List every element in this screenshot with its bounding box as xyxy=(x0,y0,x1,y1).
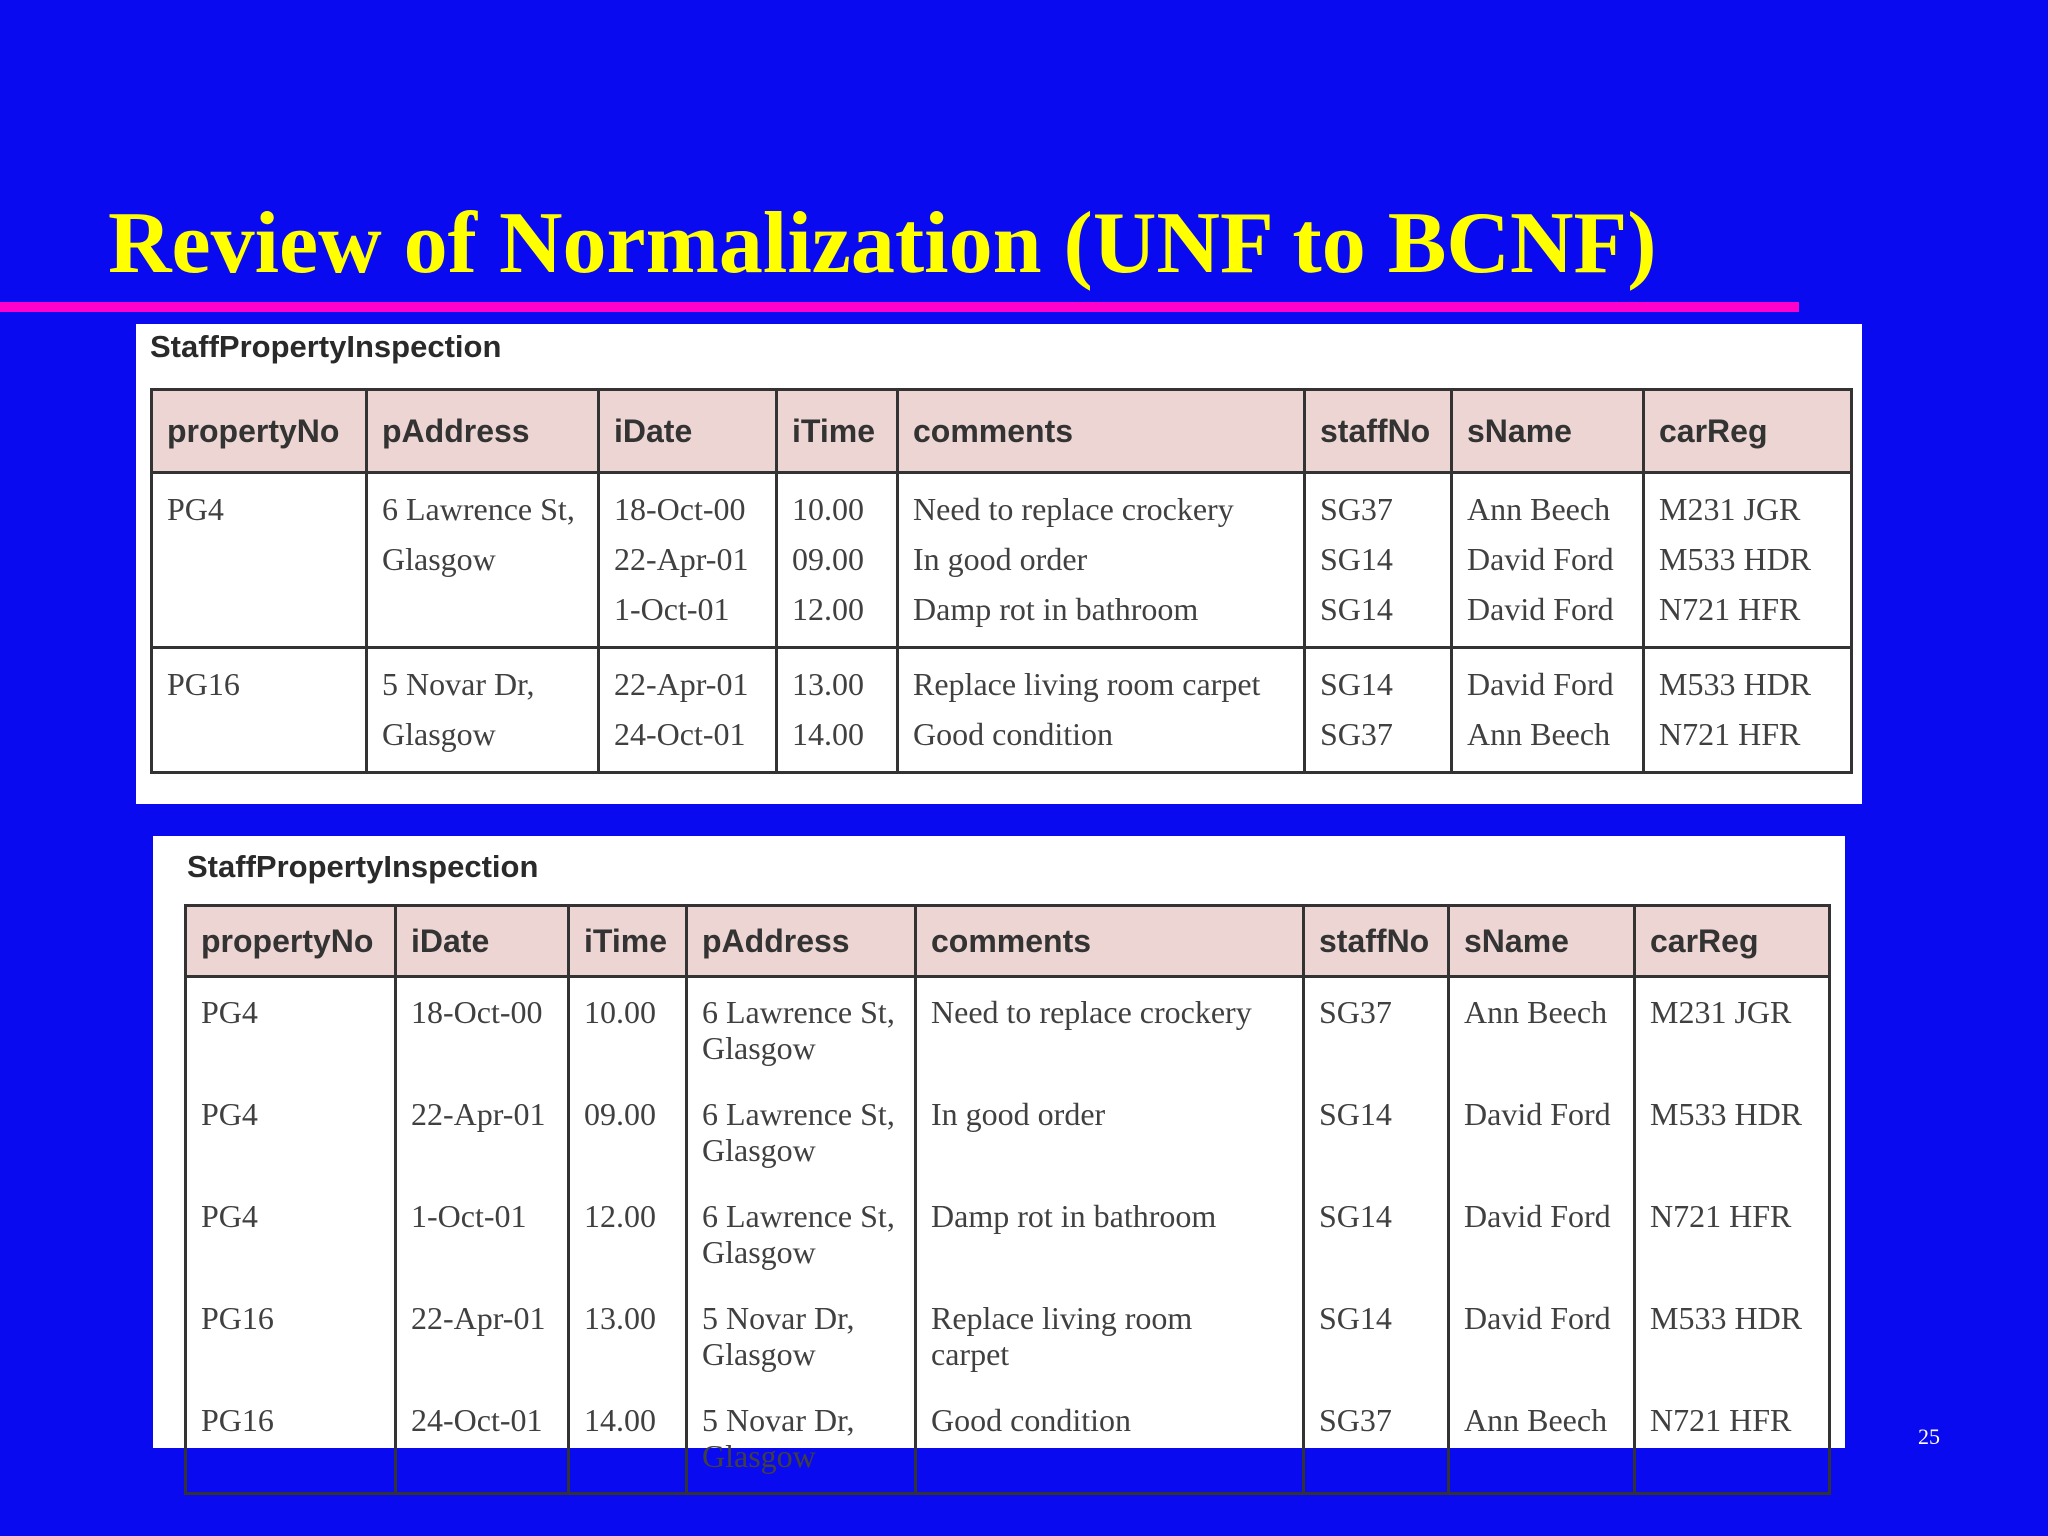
table-row xyxy=(186,1284,1830,1386)
cell-line: 12.00 xyxy=(584,1198,656,1234)
cell-comments xyxy=(916,1284,1304,1386)
cell-line: Glasgow xyxy=(702,1336,816,1372)
cell-carReg xyxy=(1644,648,1852,773)
column-header: iDate xyxy=(599,390,777,473)
cell-pAddress xyxy=(687,977,916,1081)
cell-line: 22-Apr-01 xyxy=(614,666,749,702)
cell-line: Glasgow xyxy=(382,716,496,752)
cell-line: M231 JGR xyxy=(1659,491,1801,527)
cell-line: SG14 xyxy=(1319,1198,1392,1234)
cell-line: 12.00 xyxy=(792,591,864,627)
cell-line: M533 HDR xyxy=(1659,541,1812,577)
cell-line: SG14 xyxy=(1320,666,1393,702)
cell-propertyNo xyxy=(186,1182,396,1284)
column-header: propertyNo xyxy=(186,906,396,977)
cell-line: SG14 xyxy=(1319,1300,1392,1336)
cell-comments xyxy=(916,1182,1304,1284)
cell-line: carpet xyxy=(931,1336,1010,1372)
cell-line: 09.00 xyxy=(792,541,864,577)
cell-iDate xyxy=(396,1284,569,1386)
cell-iDate xyxy=(396,1182,569,1284)
cell-line: 18-Oct-00 xyxy=(614,491,746,527)
cell-line: Glasgow xyxy=(382,541,496,577)
cell-line: M231 JGR xyxy=(1650,994,1792,1030)
title-underline xyxy=(0,302,1799,312)
column-header: pAddress xyxy=(687,906,916,977)
cell-pAddress xyxy=(687,1080,916,1182)
cell-iTime xyxy=(569,1182,687,1284)
table-header-row xyxy=(152,390,1852,473)
cell-line: 22-Apr-01 xyxy=(614,541,749,577)
cell-sName xyxy=(1449,1284,1635,1386)
cell-line: David Ford xyxy=(1467,541,1614,577)
cell-line: Good condition xyxy=(931,1402,1131,1438)
cell-line: Ann Beech xyxy=(1467,716,1611,752)
cell-line: Good condition xyxy=(913,716,1113,752)
cell-comments xyxy=(916,1080,1304,1182)
cell-line: Ann Beech xyxy=(1464,1402,1608,1438)
cell-line: Glasgow xyxy=(702,1438,816,1474)
cell-propertyNo xyxy=(186,1080,396,1182)
cell-iTime xyxy=(569,977,687,1081)
cell-line: 13.00 xyxy=(584,1300,656,1336)
cell-line: 1-Oct-01 xyxy=(411,1198,527,1234)
column-header: carReg xyxy=(1644,390,1852,473)
cell-line: N721 HFR xyxy=(1650,1198,1792,1234)
cell-staffNo xyxy=(1305,648,1452,773)
cell-iTime xyxy=(569,1080,687,1182)
cell-staffNo xyxy=(1304,1284,1449,1386)
cell-line: PG4 xyxy=(201,1096,258,1132)
cell-staffNo xyxy=(1304,977,1449,1081)
cell-line: 1-Oct-01 xyxy=(614,591,730,627)
1nf-table xyxy=(184,904,1831,1495)
cell-line: 13.00 xyxy=(792,666,864,702)
cell-line: 6 Lawrence St, xyxy=(702,1096,895,1132)
column-header: iTime xyxy=(777,390,898,473)
cell-line: 6 Lawrence St, xyxy=(702,994,895,1030)
cell-carReg xyxy=(1635,1182,1830,1284)
cell-propertyNo xyxy=(186,977,396,1081)
cell-line: 10.00 xyxy=(584,994,656,1030)
cell-sName xyxy=(1449,1182,1635,1284)
cell-iDate xyxy=(599,473,777,648)
cell-line: Replace living room xyxy=(931,1300,1193,1336)
cell-line: 18-Oct-00 xyxy=(411,994,543,1030)
cell-sName xyxy=(1449,1386,1635,1494)
cell-line: 14.00 xyxy=(584,1402,656,1438)
table-caption: StaffPropertyInspection xyxy=(187,849,539,884)
cell-sName xyxy=(1452,648,1644,773)
cell-line: SG14 xyxy=(1319,1096,1392,1132)
cell-sName xyxy=(1449,1080,1635,1182)
cell-propertyNo xyxy=(152,648,367,773)
cell-line: 24-Oct-01 xyxy=(614,716,746,752)
cell-line: SG14 xyxy=(1320,591,1393,627)
cell-comments xyxy=(898,473,1305,648)
cell-staffNo xyxy=(1304,1182,1449,1284)
cell-staffNo xyxy=(1305,473,1452,648)
cell-propertyNo xyxy=(152,473,367,648)
cell-line: SG14 xyxy=(1320,541,1393,577)
cell-line: SG37 xyxy=(1319,994,1392,1030)
unf-table-panel xyxy=(136,324,1862,804)
column-header: comments xyxy=(916,906,1304,977)
cell-line: N721 HFR xyxy=(1650,1402,1792,1438)
column-header: sName xyxy=(1452,390,1644,473)
cell-line: M533 HDR xyxy=(1659,666,1812,702)
cell-line: PG16 xyxy=(167,666,240,702)
cell-comments xyxy=(916,977,1304,1081)
cell-line: Damp rot in bathroom xyxy=(931,1198,1217,1234)
cell-line: In good order xyxy=(931,1096,1106,1132)
cell-carReg xyxy=(1635,977,1830,1081)
unf-table xyxy=(150,388,1853,774)
cell-line: In good order xyxy=(913,541,1088,577)
column-header: iDate xyxy=(396,906,569,977)
cell-line: 5 Novar Dr, xyxy=(702,1402,855,1438)
cell-pAddress xyxy=(687,1182,916,1284)
column-header: comments xyxy=(898,390,1305,473)
cell-iDate xyxy=(396,977,569,1081)
cell-line: 24-Oct-01 xyxy=(411,1402,543,1438)
cell-propertyNo xyxy=(186,1386,396,1494)
cell-iTime xyxy=(777,648,898,773)
table-row xyxy=(186,977,1830,1081)
cell-line: 10.00 xyxy=(792,491,864,527)
cell-line: David Ford xyxy=(1464,1096,1611,1132)
cell-line: M533 HDR xyxy=(1650,1096,1803,1132)
cell-line: 5 Novar Dr, xyxy=(702,1300,855,1336)
column-header: sName xyxy=(1449,906,1635,977)
table-header-row xyxy=(186,906,1830,977)
cell-line: Need to replace crockery xyxy=(931,994,1252,1030)
cell-line: Ann Beech xyxy=(1467,491,1611,527)
table-row xyxy=(152,648,1852,773)
cell-line: Glasgow xyxy=(702,1234,816,1270)
cell-line: 5 Novar Dr, xyxy=(382,666,535,702)
table-caption: StaffPropertyInspection xyxy=(150,329,502,364)
cell-carReg xyxy=(1635,1080,1830,1182)
cell-line: PG4 xyxy=(167,491,224,527)
cell-staffNo xyxy=(1304,1386,1449,1494)
cell-sName xyxy=(1452,473,1644,648)
cell-iDate xyxy=(396,1386,569,1494)
page-number: 25 xyxy=(1918,1424,1940,1449)
table-row xyxy=(186,1182,1830,1284)
column-header: staffNo xyxy=(1304,906,1449,977)
cell-line: SG37 xyxy=(1319,1402,1392,1438)
slide-title: Review of Normalization (UNF to BCNF) xyxy=(108,195,1657,292)
cell-staffNo xyxy=(1304,1080,1449,1182)
cell-line: PG16 xyxy=(201,1402,274,1438)
cell-pAddress xyxy=(687,1284,916,1386)
cell-sName xyxy=(1449,977,1635,1081)
cell-line: PG16 xyxy=(201,1300,274,1336)
cell-line: David Ford xyxy=(1467,591,1614,627)
cell-line: Glasgow xyxy=(702,1030,816,1066)
cell-iTime xyxy=(569,1386,687,1494)
cell-pAddress xyxy=(367,648,599,773)
table-row xyxy=(152,473,1852,648)
cell-line: 6 Lawrence St, xyxy=(382,491,575,527)
cell-line: 09.00 xyxy=(584,1096,656,1132)
cell-line: N721 HFR xyxy=(1659,591,1801,627)
cell-line: David Ford xyxy=(1464,1300,1611,1336)
cell-line: 6 Lawrence St, xyxy=(702,1198,895,1234)
cell-carReg xyxy=(1635,1386,1830,1494)
cell-line: PG4 xyxy=(201,1198,258,1234)
cell-pAddress xyxy=(367,473,599,648)
cell-line: 14.00 xyxy=(792,716,864,752)
cell-comments xyxy=(916,1386,1304,1494)
cell-iDate xyxy=(396,1080,569,1182)
cell-carReg xyxy=(1635,1284,1830,1386)
cell-iTime xyxy=(777,473,898,648)
column-header: iTime xyxy=(569,906,687,977)
cell-line: 22-Apr-01 xyxy=(411,1300,546,1336)
1nf-table-panel xyxy=(153,836,1845,1474)
cell-line: Replace living room carpet xyxy=(913,666,1261,702)
cell-line: Glasgow xyxy=(702,1132,816,1168)
cell-line: Damp rot in bathroom xyxy=(913,591,1199,627)
cell-line: SG37 xyxy=(1320,716,1393,752)
cell-line: M533 HDR xyxy=(1650,1300,1803,1336)
cell-iTime xyxy=(569,1284,687,1386)
table-row xyxy=(186,1386,1830,1494)
cell-iDate xyxy=(599,648,777,773)
column-header: propertyNo xyxy=(152,390,367,473)
cell-line: PG4 xyxy=(201,994,258,1030)
cell-line: 22-Apr-01 xyxy=(411,1096,546,1132)
cell-line: David Ford xyxy=(1464,1198,1611,1234)
cell-line: SG37 xyxy=(1320,491,1393,527)
cell-comments xyxy=(898,648,1305,773)
table-row xyxy=(186,1080,1830,1182)
cell-line: N721 HFR xyxy=(1659,716,1801,752)
cell-propertyNo xyxy=(186,1284,396,1386)
column-header: staffNo xyxy=(1305,390,1452,473)
cell-line: Ann Beech xyxy=(1464,994,1608,1030)
column-header: pAddress xyxy=(367,390,599,473)
cell-line: Need to replace crockery xyxy=(913,491,1234,527)
cell-carReg xyxy=(1644,473,1852,648)
cell-pAddress xyxy=(687,1386,916,1494)
cell-line: David Ford xyxy=(1467,666,1614,702)
column-header: carReg xyxy=(1635,906,1830,977)
